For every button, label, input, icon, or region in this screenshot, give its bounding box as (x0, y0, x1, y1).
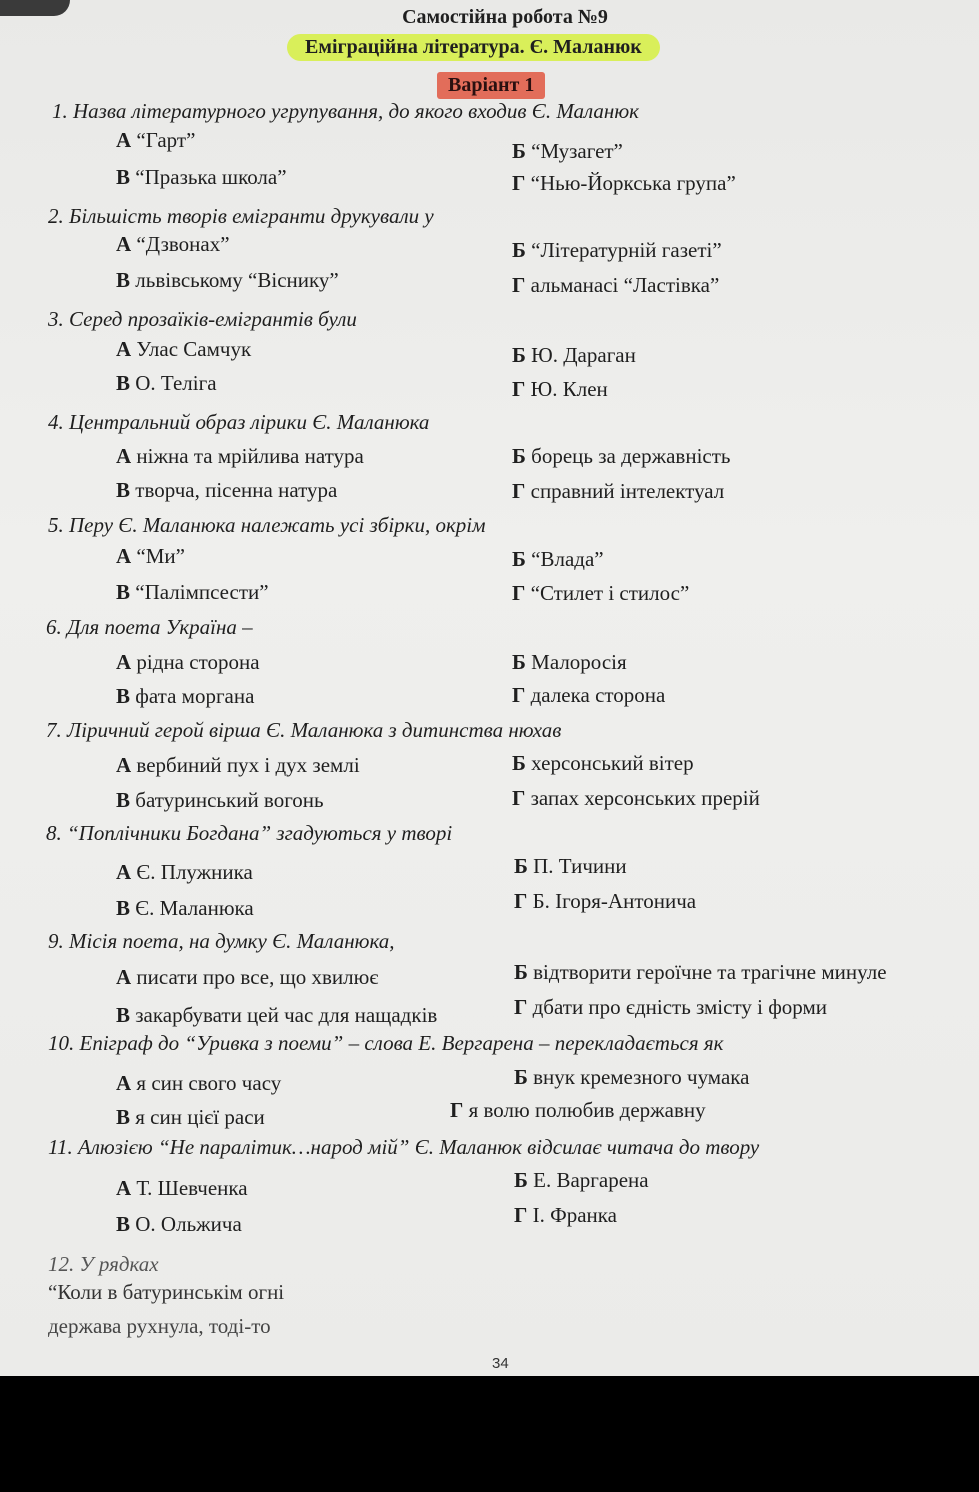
option-text: борець за державність (531, 444, 731, 468)
option-b (512, 444, 730, 469)
option-b (514, 1168, 649, 1193)
option-letter: Б (512, 444, 526, 468)
option-letter: Г (512, 479, 526, 503)
option-text: альманасі “Ластівка” (530, 273, 720, 297)
question-9: 9. Місія поета, на думку Є. Маланюка, (48, 929, 395, 953)
option-text: “Ми” (136, 544, 185, 568)
option-v (116, 1105, 265, 1130)
option-text: я син цієї раси (135, 1105, 265, 1129)
option-b (512, 751, 694, 776)
option-letter: Г (514, 1203, 528, 1227)
option-text: ніжна та мрійлива натура (136, 444, 364, 468)
option-letter: Б (512, 751, 526, 775)
option-letter: А (116, 337, 132, 361)
option-v (116, 788, 324, 813)
option-b (512, 343, 636, 368)
question-3: 3. Серед прозаїків-емігрантів були (48, 307, 357, 331)
option-text: “Влада” (531, 547, 604, 571)
option-text: фата моргана (135, 684, 255, 708)
option-a (116, 650, 260, 675)
option-letter: В (116, 1003, 131, 1027)
option-text: писати про все, що хвилює (136, 965, 379, 989)
option-g (512, 273, 719, 298)
option-text: “Празька школа” (135, 165, 287, 189)
option-text: львівському “Віснику” (135, 268, 339, 292)
option-text: творча, пісенна натура (135, 478, 338, 502)
option-g (512, 479, 724, 504)
option-text: херсонський вітер (531, 751, 694, 775)
option-letter: В (116, 165, 131, 189)
option-b (512, 547, 604, 572)
option-text: І. Франка (532, 1203, 617, 1227)
option-text: закарбувати цей час для нащадків (135, 1003, 438, 1027)
quote-line-1: “Коли в батуринськім огні (48, 1280, 285, 1304)
option-letter: Г (512, 377, 526, 401)
option-text: запах херсонських прерій (530, 786, 760, 810)
option-v (116, 268, 339, 293)
option-text: Є. Маланюка (135, 896, 254, 920)
option-letter: А (116, 1071, 132, 1095)
option-g (514, 889, 696, 914)
question-1: 1. Назва літературного угрупування, до якого входив Є. Маланюк (52, 99, 639, 123)
option-text: О. Теліга (135, 371, 217, 395)
topic-highlight: Еміграційна література. Є. Маланюк (287, 34, 660, 61)
option-letter: Б (512, 238, 526, 262)
worksheet-title: Самостійна робота №9 (402, 6, 608, 28)
option-text: “Гарт” (136, 128, 196, 152)
option-g (512, 683, 665, 708)
option-text: “Стилет і стилос” (530, 581, 690, 605)
question-6: 6. Для поета Україна – (46, 615, 253, 639)
option-v (116, 580, 269, 605)
option-text: Малоросія (531, 650, 627, 674)
option-a (116, 753, 360, 778)
option-letter: Б (514, 960, 528, 984)
option-g (512, 581, 689, 606)
option-a (116, 1071, 281, 1096)
option-letter: Г (512, 171, 526, 195)
option-text: “Дзвонах” (136, 232, 230, 256)
option-text: Ю. Клен (530, 377, 608, 401)
option-a (116, 232, 230, 257)
option-b (512, 650, 627, 675)
question-7: 7. Ліричний герой вірша Є. Маланюка з дитинства нюхав (46, 718, 562, 742)
option-a (116, 128, 195, 153)
option-text: я волю полюбив державну (468, 1098, 706, 1122)
option-letter: А (116, 965, 132, 989)
option-text: вербиний пух і дух землі (136, 753, 360, 777)
option-g (450, 1098, 706, 1123)
option-g (512, 786, 760, 811)
option-b (514, 1065, 749, 1090)
option-text: відтворити героїчне та трагічне минуле (533, 960, 887, 984)
option-letter: Г (512, 273, 526, 297)
option-v (116, 1212, 242, 1237)
option-text: я син свого часу (136, 1071, 282, 1095)
option-letter: В (116, 478, 131, 502)
option-a (116, 337, 251, 362)
option-letter: А (116, 128, 132, 152)
option-letter: В (116, 788, 131, 812)
option-letter: Б (512, 139, 526, 163)
question-11: 11. Алюзією “Не паралітик…народ мій” Є. Маланюк відсилає читача до твору (48, 1135, 760, 1159)
question-4: 4. Центральний образ лірики Є. Маланюка (48, 410, 430, 434)
option-v (116, 371, 217, 396)
option-b (514, 854, 627, 879)
option-letter: А (116, 444, 132, 468)
option-letter: Б (512, 650, 526, 674)
option-letter: Б (514, 1065, 528, 1089)
option-text: “Музагет” (531, 139, 623, 163)
option-text: Е. Варгарена (533, 1168, 649, 1192)
quote-line-2: держава рухнула, тоді-то (48, 1314, 271, 1338)
option-letter: В (116, 371, 131, 395)
option-letter: А (116, 860, 132, 884)
option-letter: В (116, 580, 131, 604)
option-text: “Літературній газеті” (531, 238, 722, 262)
option-letter: Б (514, 1168, 528, 1192)
option-text: О. Ольжича (135, 1212, 242, 1236)
option-text: дбати про єдність змісту і форми (532, 995, 828, 1019)
option-g (512, 377, 608, 402)
option-text: далека сторона (530, 683, 666, 707)
option-text: внук кремезного чумака (533, 1065, 750, 1089)
question-5: 5. Перу Є. Маланюка належать усі збірки, окрім (48, 513, 486, 537)
option-text: Ю. Дараган (531, 343, 636, 367)
option-text: рідна сторона (136, 650, 260, 674)
question-10: 10. Епіграф до “Уривка з поеми” – слова Е. Вергарена – перекладається як (48, 1031, 724, 1055)
option-text: батуринський вогонь (135, 788, 324, 812)
option-letter: В (116, 1212, 131, 1236)
option-letter: А (116, 1176, 132, 1200)
option-v (116, 478, 337, 503)
option-letter: А (116, 544, 132, 568)
option-letter: Б (512, 343, 526, 367)
option-letter: Б (512, 547, 526, 571)
option-v (116, 165, 287, 190)
option-letter: Г (512, 786, 526, 810)
option-v (116, 684, 254, 709)
option-a (116, 965, 378, 990)
question-8: 8. “Поплічники Богдана” згадуються у творі (46, 821, 453, 845)
option-b (512, 238, 722, 263)
option-text: справний інтелектуал (530, 479, 725, 503)
option-text: Улас Самчук (136, 337, 252, 361)
option-a (116, 544, 185, 569)
option-letter: Г (514, 889, 528, 913)
option-g (514, 1203, 617, 1228)
option-letter: Г (512, 683, 526, 707)
option-v (116, 1003, 437, 1028)
option-letter: Г (512, 581, 526, 605)
option-text: Б. Ігоря-Антонича (532, 889, 697, 913)
option-g (512, 171, 736, 196)
option-g (514, 995, 827, 1020)
option-text: Є. Плужника (136, 860, 253, 884)
option-text: “Нью-Йоркська група” (530, 171, 736, 195)
option-letter: А (116, 232, 132, 256)
option-letter: Г (514, 995, 528, 1019)
variant-label: Варіант 1 (437, 72, 545, 99)
option-letter: В (116, 684, 131, 708)
option-letter: Б (514, 854, 528, 878)
option-letter: А (116, 753, 132, 777)
page-number: 34 (492, 1355, 509, 1372)
option-b (514, 960, 887, 985)
option-letter: Г (450, 1098, 464, 1122)
option-letter: А (116, 650, 132, 674)
option-v (116, 896, 254, 921)
option-letter: В (116, 896, 131, 920)
option-a (116, 444, 364, 469)
option-a (116, 1176, 248, 1201)
option-letter: В (116, 268, 131, 292)
option-letter: В (116, 1105, 131, 1129)
option-b (512, 139, 623, 164)
option-text: П. Тичини (533, 854, 627, 878)
question-2: 2. Більшість творів емігранти друкували у (48, 204, 434, 228)
question-12: 12. У рядках (48, 1252, 159, 1276)
option-text: Т. Шевченка (136, 1176, 248, 1200)
option-text: “Палімпсести” (135, 580, 269, 604)
option-a (116, 860, 253, 885)
